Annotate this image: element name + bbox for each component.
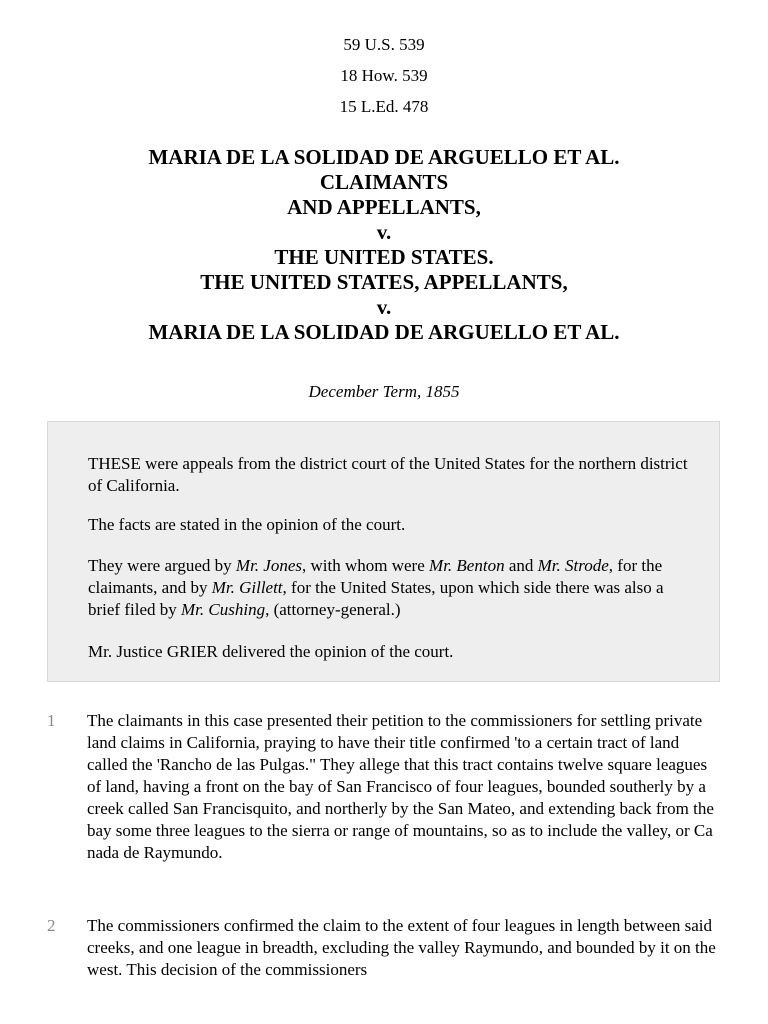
paragraph-text: The claimants in this case presented their petition to the commissioners for settling private land claims in California, praying to have their title confirmed 'to a certain tract of land called the 'Rancho de las Pulgas." They allege that this tract contains twelve square leagues of land, having a front on the bay of San Francisco of four leagues, bounded southerly by a creek called San Francisquito, and northerly by the San Mateo, and extending back from the bay some three leagues to the sierra or range of mountains, so as to include the valley, or Ca nada de Raymundo. [87, 711, 714, 862]
title-line: v. [376, 220, 392, 244]
counsel-paragraph [88, 555, 688, 621]
title-line: AND APPELLANTS, [287, 195, 481, 219]
paragraph-number: 1 [47, 711, 56, 730]
counsel-name: Mr. Jones [235, 556, 303, 575]
term-date: December Term, 1855 [308, 382, 460, 401]
counsel-text: , for the claimants, and by [88, 556, 663, 597]
delivered-by: Mr. Justice GRIER delivered the opinion of the court. [88, 642, 454, 661]
title-line: THE UNITED STATES. [274, 245, 494, 269]
paragraph-text: The commissioners confirmed the claim to the extent of four leagues in length between said creeks, and one league in breadth, excluding the valley Raymundo, and bounded by it on the west. This decision of the commissioners [87, 916, 716, 979]
counsel-name: Mr. Gillett [211, 578, 283, 597]
counsel-text: , with whom were [302, 556, 430, 575]
syllabus-box [47, 421, 720, 682]
citations [0, 34, 768, 127]
counsel-text: , for the United States, upon which side there was also a brief filed by [88, 578, 664, 619]
citation-us: 59 U.S. 539 [343, 35, 425, 54]
syllabus-paragraph: The facts are stated in the opinion of the court. [88, 515, 406, 534]
title-line: MARIA DE LA SOLIDAD DE ARGUELLO ET AL. [148, 320, 620, 344]
counsel-name: Mr. Strode [537, 556, 609, 575]
title-line: THE UNITED STATES, APPELLANTS, [200, 270, 568, 294]
paragraph-number: 2 [47, 916, 56, 935]
title-line: CLAIMANTS [319, 170, 449, 194]
citation-led: 15 L.Ed. 478 [339, 97, 429, 116]
counsel-name: Mr. Cushing [181, 600, 266, 619]
case-title [0, 145, 768, 345]
syllabus-paragraph: THESE were appeals from the district court of the United States for the northern district of California. [88, 454, 688, 495]
counsel-text: and [504, 556, 538, 575]
title-line: v. [376, 295, 392, 319]
counsel-name: Mr. Benton [429, 556, 505, 575]
counsel-text: They were argued by [88, 556, 236, 575]
title-line: MARIA DE LA SOLIDAD DE ARGUELLO ET AL. [148, 145, 620, 169]
citation-how: 18 How. 539 [340, 66, 428, 85]
counsel-text: , (attorney-general.) [265, 600, 401, 619]
